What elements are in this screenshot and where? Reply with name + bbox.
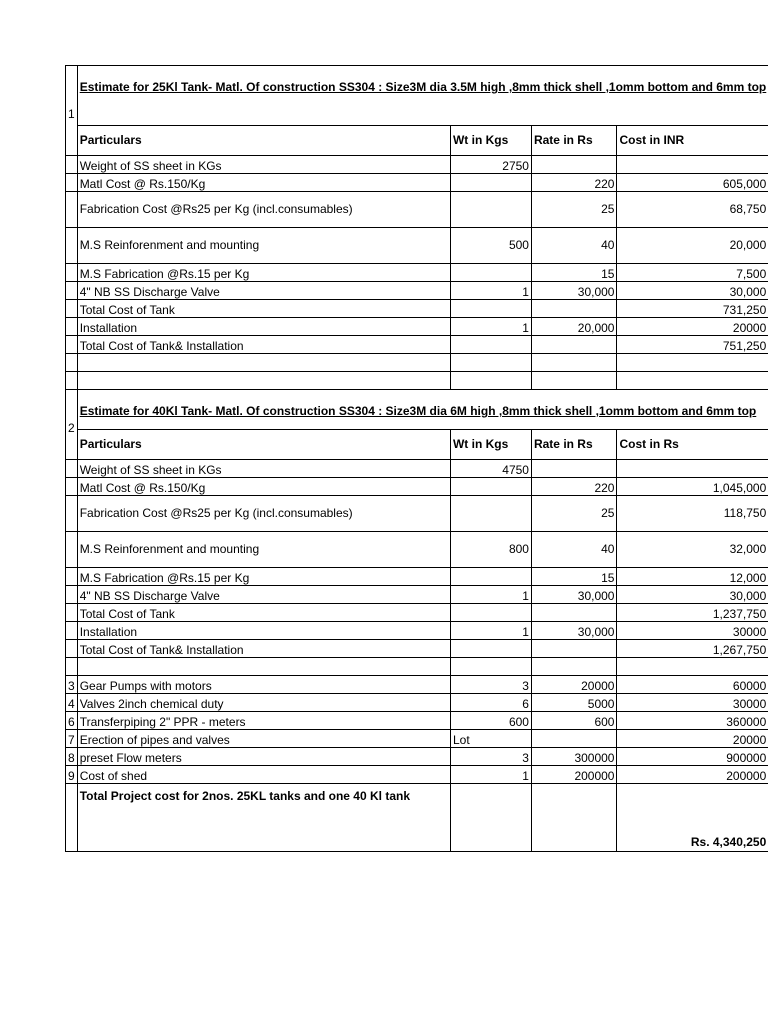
item-cost: 30000 (617, 694, 768, 712)
section-index: 2 (66, 390, 78, 460)
section-title: Estimate for 25Kl Tank- Matl. Of construction SS304 : Size3M dia 3.5M high ,8mm thick shell ,1omm bottom and 6mm top (77, 66, 768, 126)
item-index: 4 (66, 694, 78, 712)
table-row (66, 156, 768, 174)
item-cost: 20000 (617, 730, 768, 748)
item-qty: 3 (450, 748, 531, 766)
particulars-cell: Total Cost of Tank (77, 300, 450, 318)
item-index: 3 (66, 676, 78, 694)
index-cell (66, 300, 78, 318)
cost-cell: 20000 (617, 318, 768, 336)
index-cell (66, 496, 78, 532)
item-particulars: preset Flow meters (77, 748, 450, 766)
item-rate: 300000 (531, 748, 617, 766)
wt-cell: 1 (450, 622, 531, 640)
item-rate: 5000 (531, 694, 617, 712)
wt-cell: 2750 (450, 156, 531, 174)
blank-cell (450, 658, 531, 676)
blank-cell (77, 372, 450, 390)
header-wt: Wt in Kgs (450, 126, 531, 156)
table-header-row (66, 126, 768, 156)
cost-cell: 30000 (617, 622, 768, 640)
item-qty: 3 (450, 676, 531, 694)
blank-cell (66, 354, 78, 372)
rate-cell (531, 156, 617, 174)
item-cost: 360000 (617, 712, 768, 730)
rate-cell (531, 460, 617, 478)
rate-cell: 30,000 (531, 586, 617, 604)
rate-cell: 15 (531, 264, 617, 282)
cost-cell: 751,250 (617, 336, 768, 354)
particulars-cell: Fabrication Cost @Rs25 per Kg (incl.consumables) (77, 496, 450, 532)
table-row (66, 604, 768, 622)
rate-cell (531, 640, 617, 658)
particulars-cell: M.S Fabrication @Rs.15 per Kg (77, 568, 450, 586)
particulars-cell: M.S Fabrication @Rs.15 per Kg (77, 264, 450, 282)
item-index: 9 (66, 766, 78, 784)
rate-cell: 40 (531, 532, 617, 568)
item-rate: 600 (531, 712, 617, 730)
blank-cell (66, 658, 78, 676)
blank-cell (450, 354, 531, 372)
cost-cell: 118,750 (617, 496, 768, 532)
particulars-cell: 4" NB SS Discharge Valve (77, 586, 450, 604)
cost-cell: 32,000 (617, 532, 768, 568)
table-row (66, 586, 768, 604)
cost-estimate-sheet (65, 65, 768, 852)
wt-cell (450, 496, 531, 532)
item-cost: 60000 (617, 676, 768, 694)
particulars-cell: Matl Cost @ Rs.150/Kg (77, 174, 450, 192)
rate-cell: 220 (531, 478, 617, 496)
header-wt: Wt in Kgs (450, 430, 531, 460)
index-cell (66, 156, 78, 174)
blank-cell (617, 354, 768, 372)
index-cell (66, 174, 78, 192)
particulars-cell: M.S Reinforenment and mounting (77, 532, 450, 568)
particulars-cell: Total Cost of Tank& Installation (77, 336, 450, 354)
wt-cell (450, 264, 531, 282)
item-cost: 200000 (617, 766, 768, 784)
item-qty: 600 (450, 712, 531, 730)
item-particulars: Cost of shed (77, 766, 450, 784)
item-row (66, 748, 768, 766)
table-row (66, 264, 768, 282)
index-cell (66, 586, 78, 604)
item-row (66, 730, 768, 748)
index-cell (66, 192, 78, 228)
table-row (66, 300, 768, 318)
rate-cell: 30,000 (531, 622, 617, 640)
table-row (66, 282, 768, 300)
rate-cell: 30,000 (531, 282, 617, 300)
cost-cell: 68,750 (617, 192, 768, 228)
particulars-cell: Total Cost of Tank (77, 604, 450, 622)
blank-row (66, 354, 768, 372)
table-row (66, 640, 768, 658)
index-cell (66, 478, 78, 496)
section-title: Estimate for 40Kl Tank- Matl. Of construction SS304 : Size3M dia 6M high ,8mm thick shell ,1omm bottom and 6mm top (77, 390, 768, 430)
item-particulars: Gear Pumps with motors (77, 676, 450, 694)
blank-cell (66, 372, 78, 390)
particulars-cell: 4" NB SS Discharge Valve (77, 282, 450, 300)
table-row (66, 478, 768, 496)
particulars-cell: Installation (77, 622, 450, 640)
item-rate (531, 730, 617, 748)
table-row (66, 336, 768, 354)
item-index: 6 (66, 712, 78, 730)
blank-cell (66, 784, 78, 852)
cost-cell: 605,000 (617, 174, 768, 192)
blank-cell (77, 658, 450, 676)
index-cell (66, 264, 78, 282)
item-rate: 200000 (531, 766, 617, 784)
particulars-cell: M.S Reinforenment and mounting (77, 228, 450, 264)
item-index: 7 (66, 730, 78, 748)
blank-row (66, 658, 768, 676)
wt-cell: 1 (450, 586, 531, 604)
particulars-cell: Weight of SS sheet in KGs (77, 460, 450, 478)
wt-cell: 1 (450, 318, 531, 336)
header-particulars: Particulars (77, 430, 450, 460)
item-particulars: Valves 2inch chemical duty (77, 694, 450, 712)
cost-cell: 7,500 (617, 264, 768, 282)
table-row (66, 496, 768, 532)
index-cell (66, 318, 78, 336)
cost-cell: 1,267,750 (617, 640, 768, 658)
item-qty: 1 (450, 766, 531, 784)
rate-cell: 25 (531, 496, 617, 532)
cost-cell (617, 156, 768, 174)
particulars-cell: Total Cost of Tank& Installation (77, 640, 450, 658)
index-cell (66, 282, 78, 300)
header-cost: Cost in INR (617, 126, 768, 156)
blank-cell (531, 658, 617, 676)
cost-cell: 731,250 (617, 300, 768, 318)
item-row (66, 766, 768, 784)
item-qty: Lot (450, 730, 531, 748)
item-particulars: Erection of pipes and valves (77, 730, 450, 748)
index-cell (66, 228, 78, 264)
index-cell (66, 622, 78, 640)
cost-cell: 12,000 (617, 568, 768, 586)
cost-cell (617, 460, 768, 478)
table-row (66, 622, 768, 640)
wt-cell: 1 (450, 282, 531, 300)
wt-cell (450, 336, 531, 354)
wt-cell: 800 (450, 532, 531, 568)
wt-cell (450, 478, 531, 496)
table-row (66, 460, 768, 478)
blank-cell (531, 372, 617, 390)
header-particulars: Particulars (77, 126, 450, 156)
rate-cell: 25 (531, 192, 617, 228)
cost-cell: 30,000 (617, 586, 768, 604)
wt-cell (450, 568, 531, 586)
table-row (66, 532, 768, 568)
rate-cell: 20,000 (531, 318, 617, 336)
header-rate: Rate in Rs (531, 126, 617, 156)
header-cost: Cost in Rs (617, 430, 768, 460)
table-row (66, 192, 768, 228)
blank-cell (531, 784, 617, 852)
index-cell (66, 460, 78, 478)
index-cell (66, 640, 78, 658)
section-index: 1 (66, 66, 78, 156)
particulars-cell: Fabrication Cost @Rs25 per Kg (incl.consumables) (77, 192, 450, 228)
particulars-cell: Installation (77, 318, 450, 336)
item-cost: 900000 (617, 748, 768, 766)
item-rate: 20000 (531, 676, 617, 694)
wt-cell (450, 300, 531, 318)
blank-cell (450, 784, 531, 852)
cost-cell: 1,237,750 (617, 604, 768, 622)
item-index: 8 (66, 748, 78, 766)
item-qty: 6 (450, 694, 531, 712)
blank-cell (617, 658, 768, 676)
table-row (66, 174, 768, 192)
cost-cell: 1,045,000 (617, 478, 768, 496)
wt-cell (450, 640, 531, 658)
item-row (66, 712, 768, 730)
cost-cell: 20,000 (617, 228, 768, 264)
blank-cell (77, 354, 450, 372)
wt-cell (450, 174, 531, 192)
header-rate: Rate in Rs (531, 430, 617, 460)
rate-cell (531, 336, 617, 354)
table-row (66, 568, 768, 586)
item-row (66, 676, 768, 694)
section-title-row (66, 390, 768, 430)
index-cell (66, 532, 78, 568)
wt-cell: 4750 (450, 460, 531, 478)
grand-total-label: Total Project cost for 2nos. 25KL tanks and one 40 Kl tank (77, 784, 450, 852)
particulars-cell: Matl Cost @ Rs.150/Kg (77, 478, 450, 496)
blank-cell (450, 372, 531, 390)
section-title-row (66, 66, 768, 126)
table-row (66, 318, 768, 336)
rate-cell (531, 604, 617, 622)
grand-total-row (66, 784, 768, 852)
grand-total-value: Rs. 4,340,250 (617, 784, 768, 852)
item-particulars: Transferpiping 2" PPR - meters (77, 712, 450, 730)
wt-cell: 500 (450, 228, 531, 264)
blank-cell (531, 354, 617, 372)
table-header-row (66, 430, 768, 460)
wt-cell (450, 604, 531, 622)
index-cell (66, 336, 78, 354)
rate-cell (531, 300, 617, 318)
wt-cell (450, 192, 531, 228)
rate-cell: 15 (531, 568, 617, 586)
cost-cell: 30,000 (617, 282, 768, 300)
particulars-cell: Weight of SS sheet in KGs (77, 156, 450, 174)
item-row (66, 694, 768, 712)
index-cell (66, 604, 78, 622)
rate-cell: 40 (531, 228, 617, 264)
blank-row (66, 372, 768, 390)
blank-cell (617, 372, 768, 390)
table-row (66, 228, 768, 264)
rate-cell: 220 (531, 174, 617, 192)
index-cell (66, 568, 78, 586)
